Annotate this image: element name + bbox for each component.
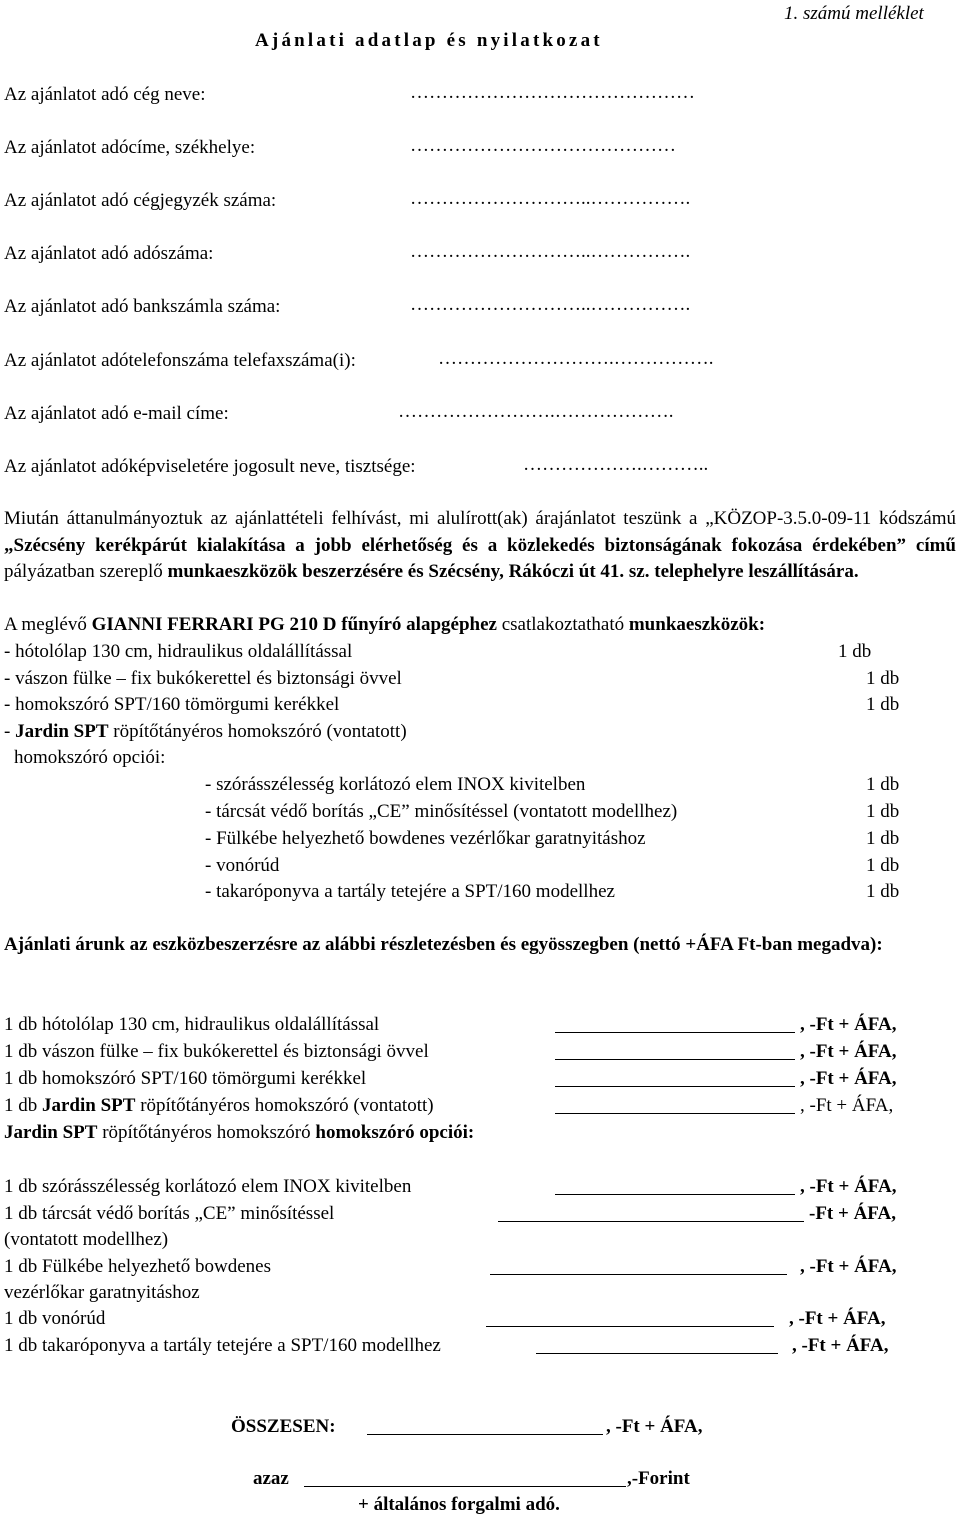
- intro-text-1: Miután áttanulmányoztuk az ajánlattételi felhívást, mi alulírott(ak) árajánlatot teszünk a: [4, 508, 706, 529]
- price-jardin-name: Jardin SPT: [42, 1095, 136, 1116]
- options-heading-mid: röpítőtányéros homokszóró: [97, 1122, 316, 1143]
- price-blank[interactable]: [490, 1274, 787, 1275]
- intro-project-title: „Szécsény kerékpárút kialakítása a jobb elérhetőség és a közlekedés biztonságának fokozása érdekében”: [4, 534, 907, 556]
- base-model: GIANNI FERRARI PG 210 D fűnyíró alapgéphez: [91, 614, 497, 635]
- price-line-text: 1 db hótolólap 130 cm, hidraulikus oldalállítással: [4, 1014, 380, 1035]
- price-heading: Ajánlati árunk az eszközbeszerzésre az alábbi részletezésben és egyösszegben (nettó +ÁFA Ft-ban megadva):: [4, 934, 883, 955]
- price-suffix: -Ft + ÁFA,: [809, 1203, 896, 1224]
- options-heading-name: Jardin SPT: [4, 1122, 98, 1143]
- total-suffix: , -Ft + ÁFA,: [606, 1416, 703, 1437]
- price-jardin-desc: röpítőtányéros homokszóró (vontatott): [135, 1095, 434, 1116]
- option-qty: 1 db: [866, 855, 900, 876]
- annex-label: 1. számú melléklet: [784, 3, 924, 24]
- field-value-company-name[interactable]: ………………………………………: [410, 82, 695, 103]
- option-price-text: 1 db takaróponyva a tartály tetejére a SPT/160 modellhez: [4, 1335, 441, 1356]
- price-blank[interactable]: [486, 1326, 774, 1327]
- field-label-registry-number: Az ajánlatot adó cégjegyzék száma:: [4, 190, 277, 211]
- option-price-text: 1 db szórásszélesség korlátozó elem INOX kivitelben: [4, 1176, 412, 1197]
- option-price-text: 1 db tárcsát védő borítás „CE” minősítéssel: [4, 1203, 335, 1224]
- item-qty: 1 db: [866, 694, 900, 715]
- intro-text-2: kódszámú: [871, 508, 956, 529]
- price-jardin-pre: 1 db: [4, 1095, 42, 1116]
- item-jardin-name: Jardin SPT: [15, 721, 109, 742]
- base-pre: A meglévő: [4, 614, 92, 635]
- field-value-bank-account[interactable]: ………………………..…………….: [410, 294, 691, 315]
- field-label-company-name: Az ajánlatot adó cég neve:: [4, 84, 206, 105]
- intro-text-4: pályázatban szereplő: [4, 561, 168, 582]
- item-jardin-dash: -: [4, 721, 16, 742]
- price-blank[interactable]: [555, 1194, 795, 1195]
- field-label-tax-number: Az ajánlatot adó adószáma:: [4, 243, 214, 264]
- options-label: homokszóró opciói:: [14, 747, 166, 768]
- price-blank[interactable]: [555, 1113, 795, 1114]
- option-qty: 1 db: [866, 801, 900, 822]
- options-price-heading: [4, 1122, 474, 1144]
- price-blank[interactable]: [555, 1059, 795, 1060]
- intro-subject: munkaeszközök beszerzésére és Szécsény, Rákóczi út 41. sz. telephelyre leszállítására.: [167, 561, 859, 582]
- field-value-registry-number[interactable]: ………………………..…………….: [410, 188, 691, 209]
- option-price-text: 1 db Fülkébe helyezhető bowdenes: [4, 1256, 271, 1277]
- price-suffix: , -Ft + ÁFA,: [800, 1014, 897, 1035]
- options-heading-tail: homokszóró opciói:: [315, 1122, 475, 1143]
- field-value-address[interactable]: ……………………………………: [410, 135, 676, 156]
- field-label-bank-account: Az ajánlatot adó bankszámla száma:: [4, 296, 281, 317]
- option-text: - Fülkébe helyezhető bowdenes vezérlőkar garatnyitáshoz: [205, 828, 646, 849]
- option-price-text-2: (vontatott modellhez): [4, 1229, 169, 1250]
- price-suffix: , -Ft + ÁFA,: [789, 1308, 886, 1329]
- intro-project-code: „KÖZOP-3.5.0-09-11: [705, 508, 872, 529]
- option-text: - takaróponyva a tartály tetejére a SPT/160 modellhez: [205, 881, 615, 902]
- field-value-phone-fax[interactable]: ……………………….…………….: [438, 348, 714, 369]
- price-suffix: , -Ft + ÁFA,: [800, 1256, 897, 1277]
- price-suffix: , -Ft + ÁFA,: [800, 1095, 894, 1116]
- item-text: - vászon fülke – fix bukókerettel és biztonsági övvel: [4, 668, 402, 689]
- option-text: - tárcsát védő borítás „CE” minősítéssel (vontatott modellhez): [205, 801, 678, 822]
- price-blank[interactable]: [498, 1221, 804, 1222]
- field-label-email: Az ajánlatot adó e-mail címe:: [4, 403, 229, 424]
- price-blank[interactable]: [555, 1032, 795, 1033]
- option-qty: 1 db: [866, 774, 900, 795]
- option-price-text-2: vezérlőkar garatnyitáshoz: [4, 1282, 200, 1303]
- field-label-phone-fax: Az ajánlatot adótelefonszáma telefaxszáma(i):: [4, 350, 356, 371]
- intro-paragraph: [4, 506, 956, 586]
- price-suffix: , -Ft + ÁFA,: [800, 1068, 897, 1089]
- total-words-blank[interactable]: [304, 1486, 626, 1487]
- total-vat-note: + általános forgalmi adó.: [358, 1494, 560, 1515]
- option-price-text: 1 db vonórúd: [4, 1308, 106, 1329]
- price-suffix: , -Ft + ÁFA,: [792, 1335, 889, 1356]
- price-suffix: , -Ft + ÁFA,: [800, 1176, 897, 1197]
- field-label-representative: Az ajánlatot adóképviseletére jogosult neve, tisztsége:: [4, 456, 416, 477]
- price-blank[interactable]: [555, 1086, 795, 1087]
- total-blank[interactable]: [367, 1434, 603, 1435]
- item-text: - homokszóró SPT/160 tömörgumi kerékkel: [4, 694, 340, 715]
- item-qty: 1 db: [838, 641, 872, 662]
- total-azaz: azaz: [253, 1468, 289, 1489]
- price-blank[interactable]: [536, 1353, 778, 1354]
- option-text: - vonórúd: [205, 855, 280, 876]
- base-mid: csatlakoztatható: [496, 614, 629, 635]
- option-qty: 1 db: [866, 828, 900, 849]
- price-line-text: 1 db homokszóró SPT/160 tömörgumi kerékkel: [4, 1068, 367, 1089]
- field-label-address: Az ajánlatot adócíme, székhelye:: [4, 137, 256, 158]
- total-forint: ,-Forint: [627, 1468, 690, 1489]
- price-line-text: 1 db vászon fülke – fix bukókerettel és biztonsági övvel: [4, 1041, 429, 1062]
- option-text: - szórásszélesség korlátozó elem INOX kivitelben: [205, 774, 586, 795]
- option-qty: 1 db: [866, 881, 900, 902]
- price-line-jardin: [4, 1095, 434, 1117]
- item-text: - hótolólap 130 cm, hidraulikus oldalállítással: [4, 641, 353, 662]
- base-tools: munkaeszközök:: [628, 614, 766, 635]
- item-jardin: [4, 721, 407, 743]
- field-value-representative[interactable]: ……………….………..: [523, 454, 709, 475]
- field-value-tax-number[interactable]: ………………………..…………….: [410, 241, 691, 262]
- item-qty: 1 db: [866, 668, 900, 689]
- price-suffix: , -Ft + ÁFA,: [800, 1041, 897, 1062]
- page-title: Ajánlati adatlap és nyilatkozat: [255, 30, 603, 51]
- field-value-email[interactable]: …………………….……………….: [398, 401, 674, 422]
- total-label: ÖSSZESEN:: [231, 1416, 336, 1437]
- intro-text-3: című: [906, 534, 956, 556]
- item-jardin-desc: röpítőtányéros homokszóró (vontatott): [108, 721, 407, 742]
- base-machine-line: [4, 614, 765, 636]
